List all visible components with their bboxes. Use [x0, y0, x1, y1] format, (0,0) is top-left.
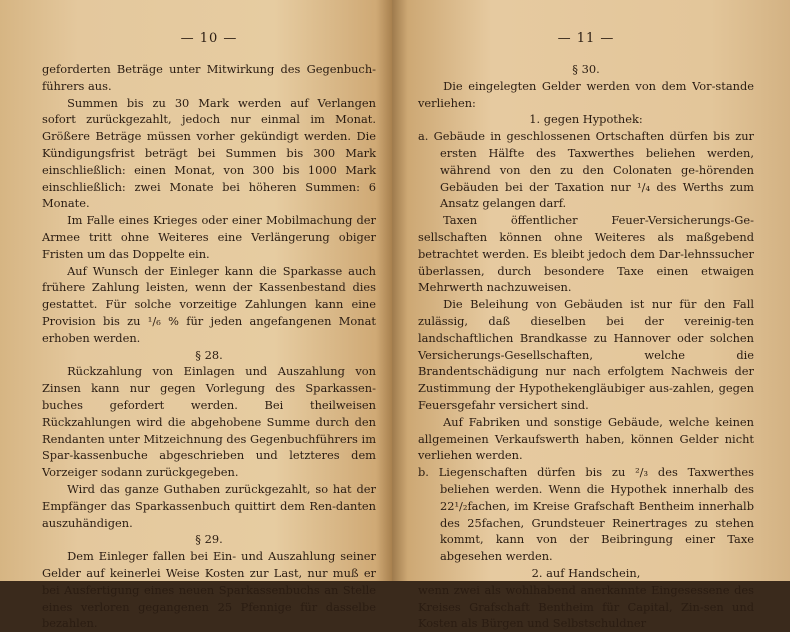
paragraph: Dem Einleger fallen bei Ein- und Auszahlung seiner Gelder auf keinerlei Weise Kosten zur Last, nur muß er bei Ausfertigung eines neuen Sparkassenbuchs an Stelle eines verloren gegangenen 25 Pfennige für dasselbe bezahlen.: [42, 549, 376, 631]
paragraph: Auf Wunsch der Einleger kann die Sparkasse auch frühere Zahlung leisten, wenn der Kassenbestand dies gestattet. Für solche vorzeitige Zahlungen kann eine Provision bis zu ¹/₆ % für jeden angefangenen Monat erhoben werden.: [42, 263, 376, 345]
page-number-left: — 10 —: [180, 31, 238, 46]
section-heading: § 29.: [195, 532, 223, 547]
paragraph: Rückzahlung von Einlagen und Auszahlung von Zinsen kann nur gegen Vorlegung des Sparkassen-buches gefordert werden. Bei theilweisen Rückzahlungen wird die abgehobene Summe durch den Rendanten unter Mitzeichnung des Gegenbuchführers im Spar-kassenbuche abgeschrieben und letzteres dem Vorzeiger sodann zurückgegeben.: [42, 364, 376, 480]
paragraph: Taxen öffentlicher Feuer-Versicherungs-Ge-sellschaften können ohne Weiteres als maßgebend betrachtet werden. Es bleibt jedoch dem Dar-lehnssucher überlassen, durch besondere Taxe einen etwaigen Mehrwerth nachzuweisen.: [418, 213, 754, 295]
left-page-text: [42, 61, 376, 632]
left-page: [0, 0, 392, 631]
paragraph: geforderten Beträge unter Mitwirkung des Gegenbuch-führers aus.: [42, 62, 376, 93]
paragraph: Die eingelegten Gelder werden von dem Vor-stande verliehen:: [418, 78, 754, 110]
paragraph: wenn zwei als wohlhabend anerkannte Eingesessene des Kreises Grafschaft Bentheim für Capital, Zin-sen und Kosten als Bürgen und Selbstschuldner: [418, 582, 754, 631]
subheading: 2. auf Handschein,: [531, 565, 641, 580]
right-page: [392, 0, 790, 631]
section-heading: § 30.: [572, 62, 600, 76]
page-number-right: — 11 —: [557, 31, 615, 46]
paragraph: Die Beleihung von Gebäuden ist nur für den Fall zulässig, daß dieselben bei der vereinig-ten landschaftlichen Brandkasse zu Hannover oder solchen Versicherungs-Gesellschaften, welche die Brandentschädigung nur nach erfolgtem Nachweis der Zustimmung der Hypothekengläubiger aus-zahlen, gegen Feuersgefahr versichert sind.: [418, 297, 754, 412]
paragraph: Im Falle eines Krieges oder einer Mobilmachung der Armee tritt ohne Weiteres eine Verlängerung obiger Fristen um das Doppelte ein.: [42, 213, 376, 261]
paragraph: Summen bis zu 30 Mark werden auf Verlangen sofort zurückgezahlt, jedoch nur einmal im Monat. Größere Beträge müssen vorher gekündigt werden. Die Kündigungsfrist beträgt bei Summen bis 300 Mark einschließlich: einen Monat, von 300 bis 1000 Mark einschließlich: zwei Monate bei höheren Summen: 6 Monate.: [42, 95, 376, 211]
right-page-text: [418, 61, 754, 632]
list-item-a: a. Gebäude in geschlossenen Ortschaften dürfen bis zur ersten Hälfte des Taxwerthes beliehen werden, während von den zu den Colonaten ge-hörenden Gebäuden bei der Taxation nur ¹/₄ des Werths zum Ansatz gelangen darf.: [418, 129, 754, 211]
paragraph: Auf Fabriken und sonstige Gebäude, welche keinen allgemeinen Verkaufswerth haben, können Gelder nicht verliehen werden.: [418, 414, 754, 463]
paragraph: Wird das ganze Guthaben zurückgezahlt, so hat der Empfänger das Sparkassenbuch quittirt dem Ren-danten auszuhändigen.: [42, 481, 376, 530]
list-item-b: b. Liegenschaften dürfen bis zu ²/₃ des Taxwerthes beliehen werden. Wenn die Hypothek innerhalb des 22¹/₂fachen, im Kreise Grafschaft Bentheim innerhalb des 25fachen, Grundsteuer Reinertrages zu stehen kommt, kann von der Beibringung einer Taxe abgesehen werden.: [418, 465, 754, 564]
section-heading: § 28.: [195, 347, 223, 362]
subheading: 1. gegen Hypothek:: [529, 112, 643, 127]
